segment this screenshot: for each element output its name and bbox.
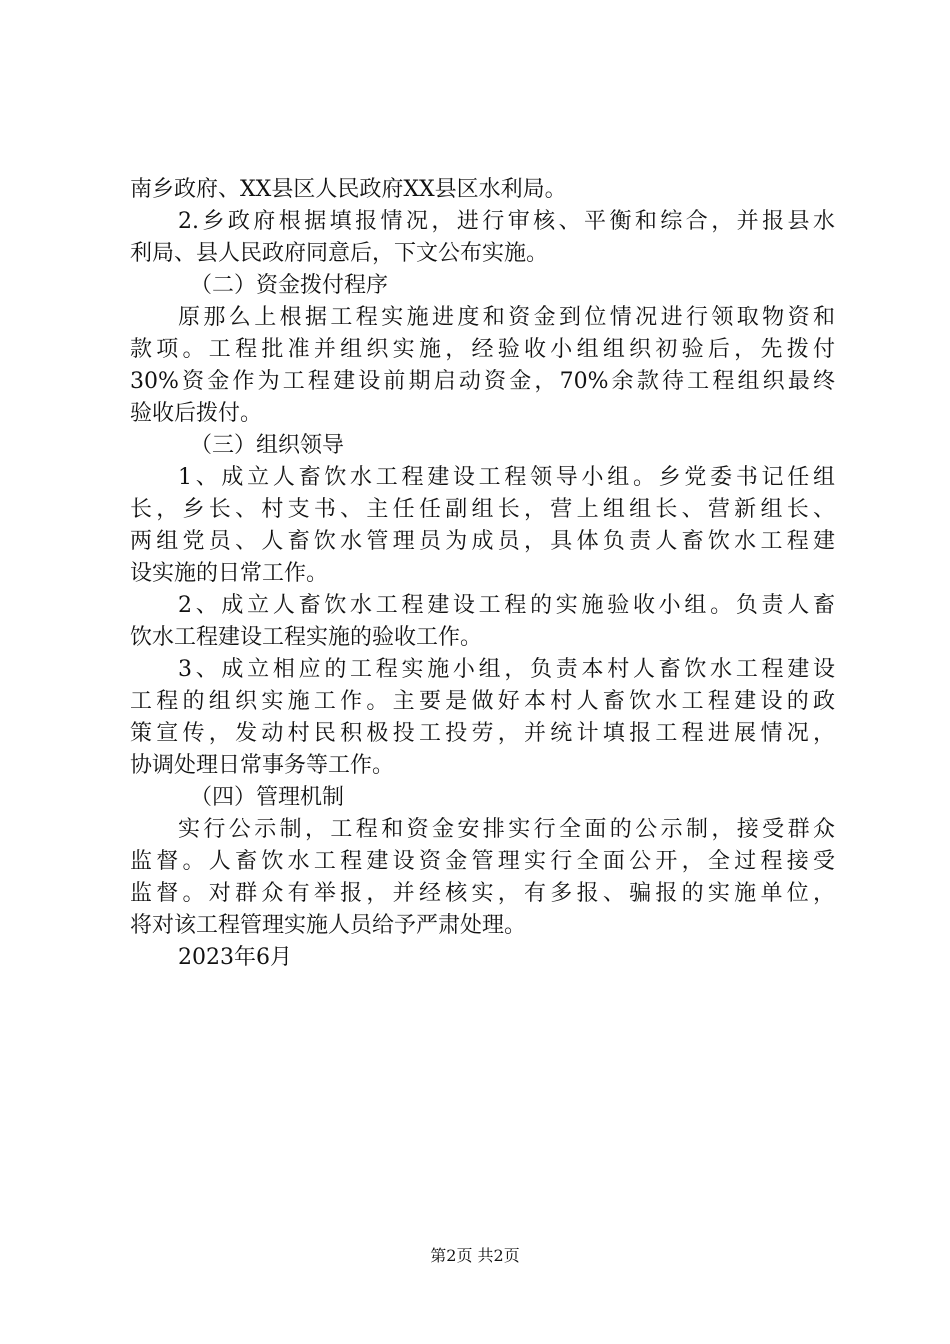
document-date: 2023年6月 [178,945,292,970]
text-line: 监督。人畜饮水工程建设资金管理实行全面公开，全过程接受 [130,849,835,874]
text-line: 将对该工程管理实施人员给予严肃处理。 [130,913,527,938]
text-line: 设实施的日常工作。 [130,561,329,586]
text-line: 利局、县人民政府同意后，下文公布实施。 [130,241,549,266]
text-line: 长，乡长、村支书、主任任副组长，营上组组长、营新组长、 [130,497,835,522]
text-line: 监督。对群众有举报，并经核实，有多报、骗报的实施单位， [130,881,835,906]
text-line: 款项。工程批准并组织实施，经验收小组组织初验后，先拨付 [130,337,835,362]
text-line: 3、成立相应的工程实施小组，负责本村人畜饮水工程建设 [178,657,835,682]
text-line: 策宣传，发动村民积极投工投劳，并统计填报工程进展情况， [130,721,835,746]
text-line: 原那么上根据工程实施进度和资金到位情况进行领取物资和 [178,305,835,330]
section-heading: （二）资金拨付程序 [190,273,389,298]
text-line: 验收后拨付。 [130,401,263,426]
text-line: 协调处理日常事务等工作。 [130,753,395,778]
section-heading: （四）管理机制 [190,785,345,810]
text-line: 2、成立人畜饮水工程建设工程的实施验收小组。负责人畜 [178,593,835,618]
document-body [130,174,835,974]
text-line: 工程的组织实施工作。主要是做好本村人畜饮水工程建设的政 [130,689,835,714]
text-line: 南乡政府、XX县区人民政府XX县区水利局。 [130,177,567,202]
text-line: 实行公示制，工程和资金安排实行全面的公示制，接受群众 [178,817,835,842]
text-line: 1、成立人畜饮水工程建设工程领导小组。乡党委书记任组 [178,465,835,490]
section-heading: （三）组织领导 [190,433,345,458]
text-line: 两组党员、人畜饮水管理员为成员，具体负责人畜饮水工程建 [130,529,835,554]
page-number-footer: 第2页 共2页 [430,1246,520,1265]
text-line: 饮水工程建设工程实施的验收工作。 [130,625,483,650]
text-line: 2.乡政府根据填报情况，进行审核、平衡和综合，并报县水 [178,209,835,234]
text-line: 30%资金作为工程建设前期启动资金，70%余款待工程组织最终 [130,369,835,394]
